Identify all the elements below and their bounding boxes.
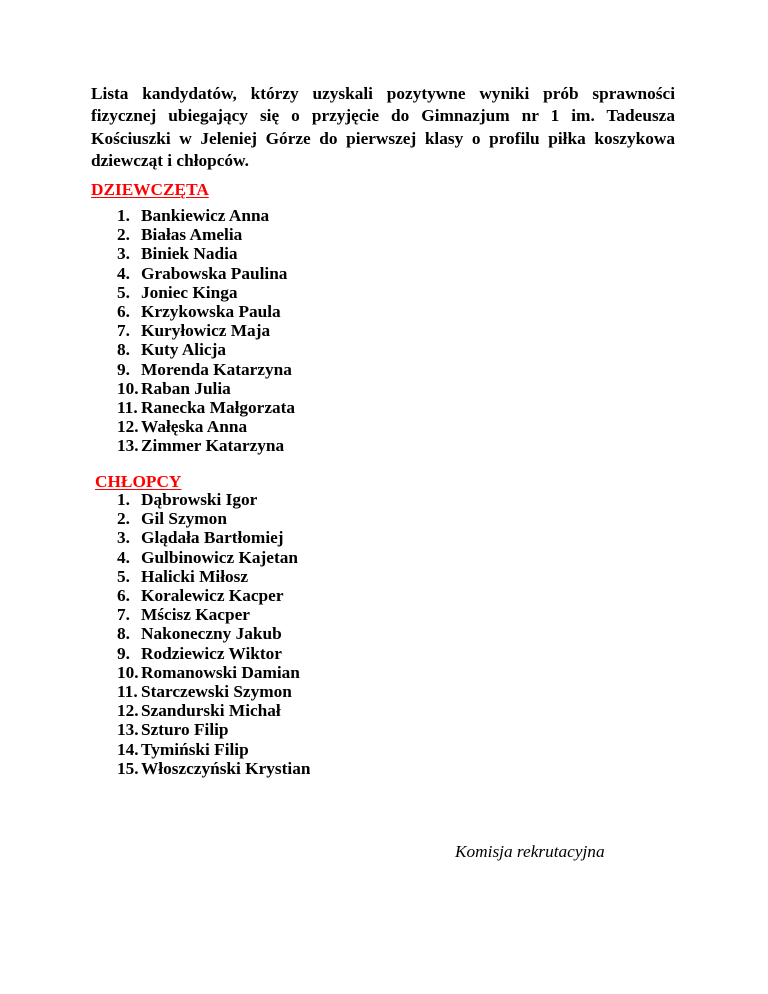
list-item bbox=[117, 244, 295, 263]
candidate-name: Starczewski Szymon bbox=[141, 682, 292, 702]
candidate-name: Wałęska Anna bbox=[141, 417, 248, 437]
signature: Komisja rekrutacyjna bbox=[455, 842, 605, 861]
list-item-number: 2. bbox=[117, 509, 130, 529]
list-item bbox=[117, 206, 295, 225]
candidate-name: Joniec Kinga bbox=[141, 282, 238, 302]
list-item-number: 13. bbox=[117, 436, 139, 456]
list-item bbox=[117, 586, 310, 605]
list-item bbox=[117, 509, 310, 528]
list-item bbox=[117, 417, 295, 436]
list-item bbox=[117, 283, 295, 302]
list-item bbox=[117, 605, 310, 624]
candidate-name: Romanowski Damian bbox=[141, 662, 300, 682]
candidate-name: Zimmer Katarzyna bbox=[141, 436, 285, 456]
list-item-number: 4. bbox=[117, 547, 130, 567]
candidate-name: Krzykowska Paula bbox=[141, 302, 281, 322]
list-item bbox=[117, 379, 295, 398]
candidate-name: Biniek Nadia bbox=[141, 244, 238, 264]
list-item bbox=[117, 398, 295, 417]
list-item-number: 8. bbox=[117, 624, 130, 644]
list-item bbox=[117, 624, 310, 643]
list-item-number: 6. bbox=[117, 586, 130, 606]
list-item-number: 7. bbox=[117, 605, 130, 625]
list-item-number: 13. bbox=[117, 720, 139, 740]
list-item-number: 5. bbox=[117, 282, 130, 302]
candidate-name: Glądała Bartłomiej bbox=[141, 528, 284, 548]
candidate-name: Dąbrowski Igor bbox=[141, 490, 258, 509]
list-item bbox=[117, 548, 310, 567]
boys-section-heading: CHŁOPCY bbox=[95, 472, 182, 491]
list-item-number: 6. bbox=[117, 302, 130, 322]
list-item-number: 12. bbox=[117, 701, 139, 721]
list-item bbox=[117, 740, 310, 759]
list-item-number: 10. bbox=[117, 378, 139, 398]
candidate-name: Szandurski Michał bbox=[141, 701, 281, 721]
list-item-number: 10. bbox=[117, 662, 139, 682]
list-item bbox=[117, 340, 295, 359]
candidate-name: Raban Julia bbox=[141, 378, 231, 398]
list-item bbox=[117, 490, 310, 509]
intro-paragraph: Lista kandydatów, którzy uzyskali pozytywne wyniki prób sprawności fizycznej ubiegający się o przyjęcie do Gimnazjum nr 1 im. Tadeusza Kościuszki w Jeleniej Górze do pierwszej klasy o profilu piłka koszykowa dziewcząt i chłopców. bbox=[91, 84, 675, 170]
candidate-name: Białas Amelia bbox=[141, 225, 243, 245]
list-item bbox=[117, 701, 310, 720]
list-item-number: 11. bbox=[117, 682, 138, 702]
candidate-name: Mścisz Kacper bbox=[141, 605, 250, 625]
candidate-name: Morenda Katarzyna bbox=[141, 359, 292, 379]
list-item-number: 8. bbox=[117, 340, 130, 360]
list-item-number: 15. bbox=[117, 758, 139, 778]
list-item bbox=[117, 264, 295, 283]
list-item bbox=[117, 302, 295, 321]
list-item-number: 3. bbox=[117, 244, 130, 264]
candidate-name: Tymiński Filip bbox=[141, 739, 249, 759]
list-item bbox=[117, 644, 310, 663]
list-item-number: 9. bbox=[117, 359, 130, 379]
list-item-number: 12. bbox=[117, 417, 139, 437]
candidate-name: Gil Szymon bbox=[141, 509, 227, 529]
list-item bbox=[117, 225, 295, 244]
candidate-name: Kuty Alicja bbox=[141, 340, 226, 360]
candidate-name: Kuryłowicz Maja bbox=[141, 321, 271, 341]
girls-list bbox=[117, 206, 295, 456]
list-item bbox=[117, 436, 295, 455]
candidate-name: Nakoneczny Jakub bbox=[141, 624, 282, 644]
candidate-name: Ranecka Małgorzata bbox=[141, 398, 296, 418]
list-item-number: 1. bbox=[117, 206, 130, 225]
list-item-number: 3. bbox=[117, 528, 130, 548]
list-item bbox=[117, 663, 310, 682]
list-item bbox=[117, 360, 295, 379]
boys-list bbox=[117, 490, 310, 778]
girls-section-heading: DZIEWCZĘTA bbox=[91, 180, 209, 199]
list-item-number: 14. bbox=[117, 739, 139, 759]
candidate-name: Włoszczyński Krystian bbox=[141, 758, 311, 778]
candidate-name: Rodziewicz Wiktor bbox=[141, 643, 282, 663]
candidate-name: Grabowska Paulina bbox=[141, 263, 288, 283]
list-item-number: 5. bbox=[117, 566, 130, 586]
list-item-number: 2. bbox=[117, 225, 130, 245]
list-item bbox=[117, 528, 310, 547]
candidate-name: Szturo Filip bbox=[141, 720, 229, 740]
candidate-name: Bankiewicz Anna bbox=[141, 206, 270, 225]
list-item-number: 9. bbox=[117, 643, 130, 663]
candidate-name: Gulbinowicz Kajetan bbox=[141, 547, 298, 567]
list-item bbox=[117, 321, 295, 340]
candidate-name: Halicki Miłosz bbox=[141, 566, 249, 586]
list-item bbox=[117, 759, 310, 778]
list-item-number: 7. bbox=[117, 321, 130, 341]
list-item bbox=[117, 720, 310, 739]
list-item bbox=[117, 682, 310, 701]
list-item-number: 4. bbox=[117, 263, 130, 283]
list-item-number: 1. bbox=[117, 490, 130, 509]
list-item bbox=[117, 567, 310, 586]
candidate-name: Koralewicz Kacper bbox=[141, 586, 284, 606]
list-item-number: 11. bbox=[117, 398, 138, 418]
